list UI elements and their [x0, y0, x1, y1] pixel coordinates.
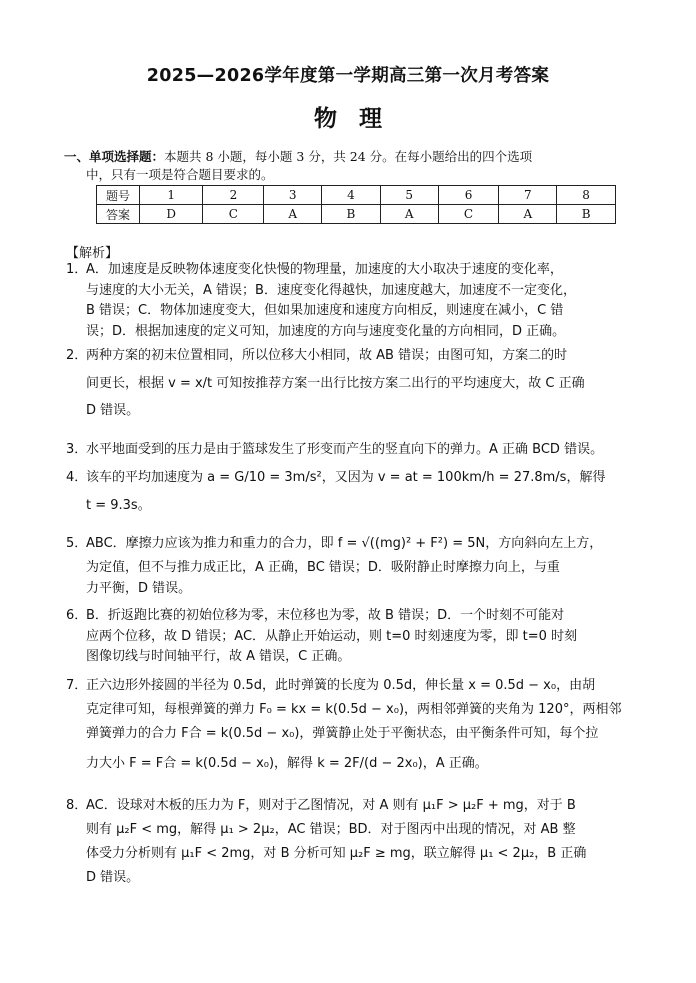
- row-label-number: 题号: [97, 186, 140, 205]
- number-cell: 4: [322, 186, 381, 205]
- section-label: 一、单项选择题：: [64, 149, 165, 164]
- item-line: 正六边形外接圆的半径为 0.5d，此时弹簧的长度为 0.5d，伸长量 x = 0.5d − x₀，由胡: [86, 678, 596, 693]
- number-cell: 2: [203, 186, 264, 205]
- item-line: 图像切线与时间轴平行，故 A 错误，C 正确。: [86, 649, 351, 664]
- item-line: 力大小 F = F合 = k(0.5d − x₀)，解得 k = 2F/(d − 2x₀)，A 正确。: [86, 756, 488, 771]
- item-line: t = 9.3s。: [86, 497, 151, 513]
- item-line: 水平地面受到的压力是由于篮球发生了形变而产生的竖直向下的弹力。A 正确 BCD 错误。: [86, 442, 604, 457]
- number-cell: 3: [264, 186, 322, 205]
- answer-cell: B: [322, 205, 381, 224]
- item-line: 为定值，但不与推力成正比，A 正确，BC 错误；D．吸附静止时摩擦力向上，与重: [86, 560, 560, 575]
- item-line: 克定律可知，每根弹簧的弹力 F₀ = kx = k(0.5d − x₀)，两相邻弹簧的夹角为 120°，两相邻: [86, 702, 622, 717]
- item-line: D 错误。: [86, 870, 140, 885]
- item-line: 力平衡，D 错误。: [86, 580, 192, 596]
- item-line: 体受力分析则有 μ₁F < 2mg，对 B 分析可知 μ₂F ≥ mg，联立解得 μ₁ < 2μ₂，B 正确: [86, 846, 587, 861]
- analysis-item-4: [66, 468, 632, 523]
- subject-title: 物理: [314, 106, 404, 132]
- analysis-item-3: [66, 440, 632, 461]
- item-line: 间更长，根据 v = x/t 可知按推荐方案一出行比按方案二出行的平均速度大，故 C 正确: [86, 375, 585, 391]
- item-number: 8．: [66, 798, 88, 813]
- number-cell: 7: [499, 186, 557, 205]
- item-line: 误；D．根据加速度的定义可知，加速度的方向与速度变化量的方向相同，D 正确。: [86, 323, 566, 339]
- analysis-item-7: [66, 674, 632, 782]
- answer-cell: C: [438, 205, 499, 224]
- number-cell: 6: [438, 186, 499, 205]
- analysis-item-6: [66, 606, 632, 668]
- section-heading: [64, 148, 644, 184]
- answer-cell: A: [264, 205, 322, 224]
- item-line: 则有 μ₂F < mg，解得 μ₁ > 2μ₂，AC 错误；BD．对于图丙中出现的情况，对 AB 整: [86, 822, 576, 837]
- item-line: B 错误；C．物体加速度变大，但如果加速度和速度方向相反，则速度在减小，C 错: [86, 303, 564, 318]
- answer-table: [96, 185, 616, 224]
- answer-cell: A: [499, 205, 557, 224]
- item-line: AC．设球对木板的压力为 F，则对于乙图情况，对 A 则有 μ₁F > μ₂F + mg，对于 B: [86, 798, 576, 813]
- item-line: 与速度的大小无关，A 错误；B．速度变化得越快，加速度越大，加速度不一定变化，: [86, 282, 576, 298]
- item-line: 该车的平均加速度为 a = G/10 = 3m/s²，又因为 v = at = 100km/h = 27.8m/s，解得: [86, 470, 606, 485]
- section-desc-2: 中，只有一项是符合题目要求的。: [86, 167, 274, 182]
- item-line: 两种方案的初末位置相同，所以位移大小相同，故 AB 错误；由图可知，方案二的时: [86, 348, 568, 363]
- item-number: 2．: [66, 348, 88, 363]
- item-number: 4．: [66, 470, 88, 485]
- item-number: 5．: [66, 536, 88, 551]
- number-cell: 8: [557, 186, 616, 205]
- item-line: ABC．摩擦力应该为推力和重力的合力，即 f = √((mg)² + F²) = 5N，方向斜向左上方，: [86, 536, 603, 551]
- row-label-answer: 答案: [97, 205, 140, 224]
- item-line: 弹簧弹力的合力 F合 = k(0.5d − x₀)，弹簧静止处于平衡状态，由平衡条件可知，每个拉: [86, 726, 599, 741]
- item-line: D 错误。: [86, 402, 140, 418]
- analysis-item-5: [66, 530, 632, 599]
- answer-table-number-row: [97, 186, 616, 205]
- section-desc-1: 本题共 8 小题，每小题 3 分，共 24 分。在每小题给出的四个选项: [164, 149, 533, 164]
- answer-cell: C: [203, 205, 264, 224]
- item-number: 6．: [66, 608, 88, 623]
- item-line: A．加速度是反映物体速度变化快慢的物理量，加速度的大小取决于速度的变化率，: [86, 262, 563, 277]
- analysis-item-2: [66, 346, 632, 421]
- answer-cell: A: [380, 205, 438, 224]
- answer-cell: B: [557, 205, 616, 224]
- item-line: 应两个位移，故 D 错误；AC．从静止开始运动，则 t=0 时刻速度为零，即 t=0 时刻: [86, 628, 578, 644]
- page-title: 2025—2026学年度第一学期高三第一次月考答案: [146, 66, 550, 86]
- analysis-item-1: [66, 260, 632, 342]
- analysis-label: 【解析】: [66, 246, 119, 261]
- item-number: 1．: [66, 262, 88, 277]
- item-number: 7．: [66, 678, 88, 693]
- answer-table-answer-row: [97, 205, 616, 224]
- answer-cell: D: [140, 205, 203, 224]
- number-cell: 1: [140, 186, 203, 205]
- item-number: 3．: [66, 442, 88, 457]
- number-cell: 5: [380, 186, 438, 205]
- item-line: B．折返跑比赛的初始位移为零，末位移也为零，故 B 错误；D．一个时刻不可能对: [86, 608, 565, 623]
- analysis-item-8: [66, 794, 632, 890]
